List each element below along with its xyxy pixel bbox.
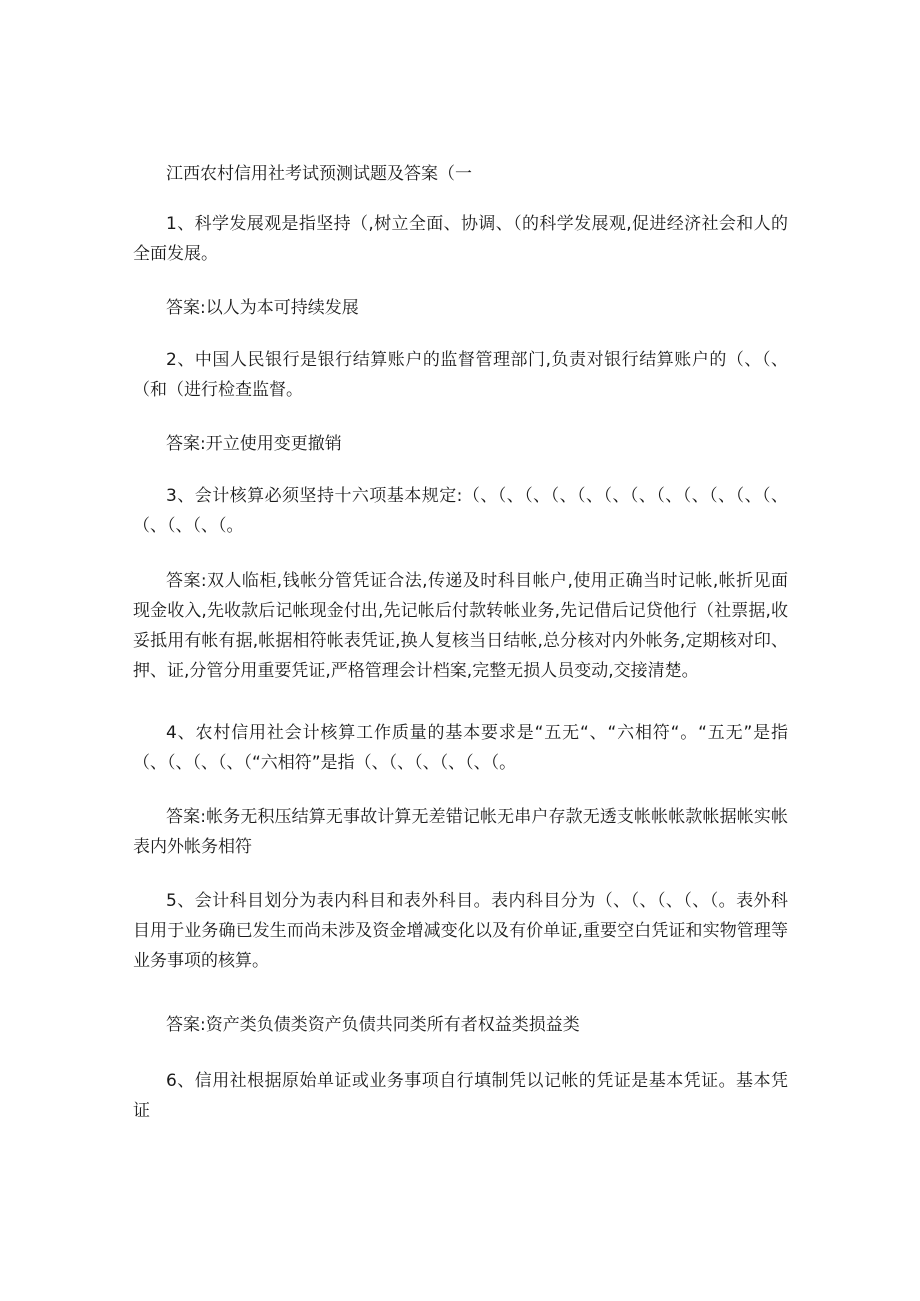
question-4: 4、农村信用社会计核算工作质量的基本要求是“五无“、“六相符“。“五无”是指（、（、（、（、（“六相符”是指（、（、（、（、（、（。 [133,723,788,773]
answer-5: 答案:资产类负债类资产负债共同类所有者权益类损益类 [166,1015,580,1035]
question-2: 2、中国人民银行是银行结算账户的监督管理部门,负责对银行结算账户的（、（、（和（进行检查监督。 [133,350,788,400]
document-title: 江西农村信用社考试预测试题及答案（一 [166,164,472,184]
answer-4: 答案:帐务无积压结算无事故计算无差错记帐无串户存款无透支帐帐帐款帐据帐实帐表内外帐务相符 [133,807,788,857]
answer-1: 答案:以人为本可持续发展 [166,298,359,318]
answer-2: 答案:开立使用变更撤销 [166,434,342,454]
question-3: 3、会计核算必须坚持十六项基本规定:（、（、（、（、（、（、（、（、（、（、（、（、（、（、（、（。 [133,486,788,536]
question-6: 6、信用社根据原始单证或业务事项自行填制凭以记帐的凭证是基本凭证。基本凭证 [133,1071,788,1121]
question-5: 5、会计科目划分为表内科目和表外科目。表内科目分为（、（、（、（、（。表外科目用于业务确已发生而尚未涉及资金增减变化以及有价单证,重要空白凭证和实物管理等业务事项的核算。 [133,891,788,971]
answer-3: 答案:双人临柜,钱帐分管凭证合法,传递及时科目帐户,使用正确当时记帐,帐折见面现金收入,先收款后记帐现金付出,先记帐后付款转帐业务,先记借后记贷他行（社票据,收妥抵用有帐有据,帐据相符帐表凭证,换人复核当日结帐,总分核对内外帐务,定期核对印、押、证,分管分用重要凭证,严格管理会计档案,完整无损人员变动,交接清楚。 [133,571,788,681]
question-1: 1、科学发展观是指坚持（,树立全面、协调、（的科学发展观,促进经济社会和人的全面发展。 [133,214,788,264]
